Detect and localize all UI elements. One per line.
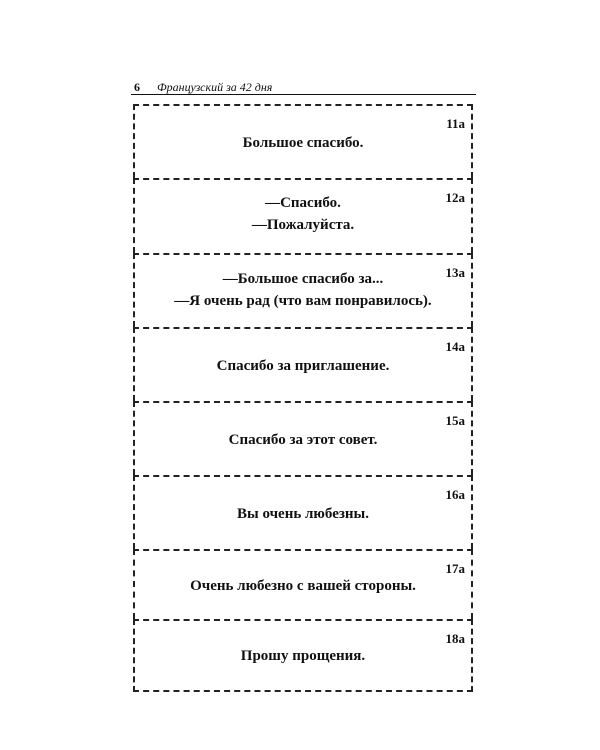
card-line: Вы очень любезны. xyxy=(237,506,369,522)
page-header xyxy=(131,80,476,95)
flashcard xyxy=(133,327,473,401)
card-number: 11а xyxy=(446,116,465,131)
flashcard xyxy=(133,619,473,692)
flashcard xyxy=(133,401,473,475)
card-text xyxy=(135,268,471,312)
card-text xyxy=(135,645,471,667)
flashcard xyxy=(133,104,473,178)
card-number: 13а xyxy=(445,265,465,280)
card-line: Большое спасибо. xyxy=(242,135,364,151)
card-line: —Спасибо. xyxy=(265,195,341,211)
flashcard xyxy=(133,549,473,619)
page-number: 6 xyxy=(134,80,140,94)
card-line: —Я очень рад (что вам понравилось). xyxy=(174,293,432,309)
card-text xyxy=(135,575,471,597)
card-line: Прошу прощения. xyxy=(240,648,366,664)
card-line: Спасибо за приглашение. xyxy=(216,358,390,374)
card-line: —Большое спасибо за... xyxy=(222,271,384,287)
card-number: 12а xyxy=(445,190,465,205)
flashcard xyxy=(133,178,473,253)
flashcard xyxy=(133,475,473,549)
card-number: 16а xyxy=(445,487,465,502)
card-number: 17а xyxy=(445,561,465,576)
card-number: 18а xyxy=(445,631,465,646)
book-title: Французский за 42 дня xyxy=(157,80,273,94)
card-line: Спасибо за этот совет. xyxy=(228,432,378,448)
card-number: 14а xyxy=(445,339,465,354)
card-line: —Пожалуйста. xyxy=(251,217,355,233)
card-text xyxy=(135,192,471,236)
card-text xyxy=(135,355,471,377)
card-text xyxy=(135,132,471,154)
card-text xyxy=(135,503,471,525)
card-number: 15а xyxy=(445,413,465,428)
card-line: Очень любезно с вашей стороны. xyxy=(190,578,416,594)
flashcard xyxy=(133,253,473,327)
card-text xyxy=(135,429,471,451)
